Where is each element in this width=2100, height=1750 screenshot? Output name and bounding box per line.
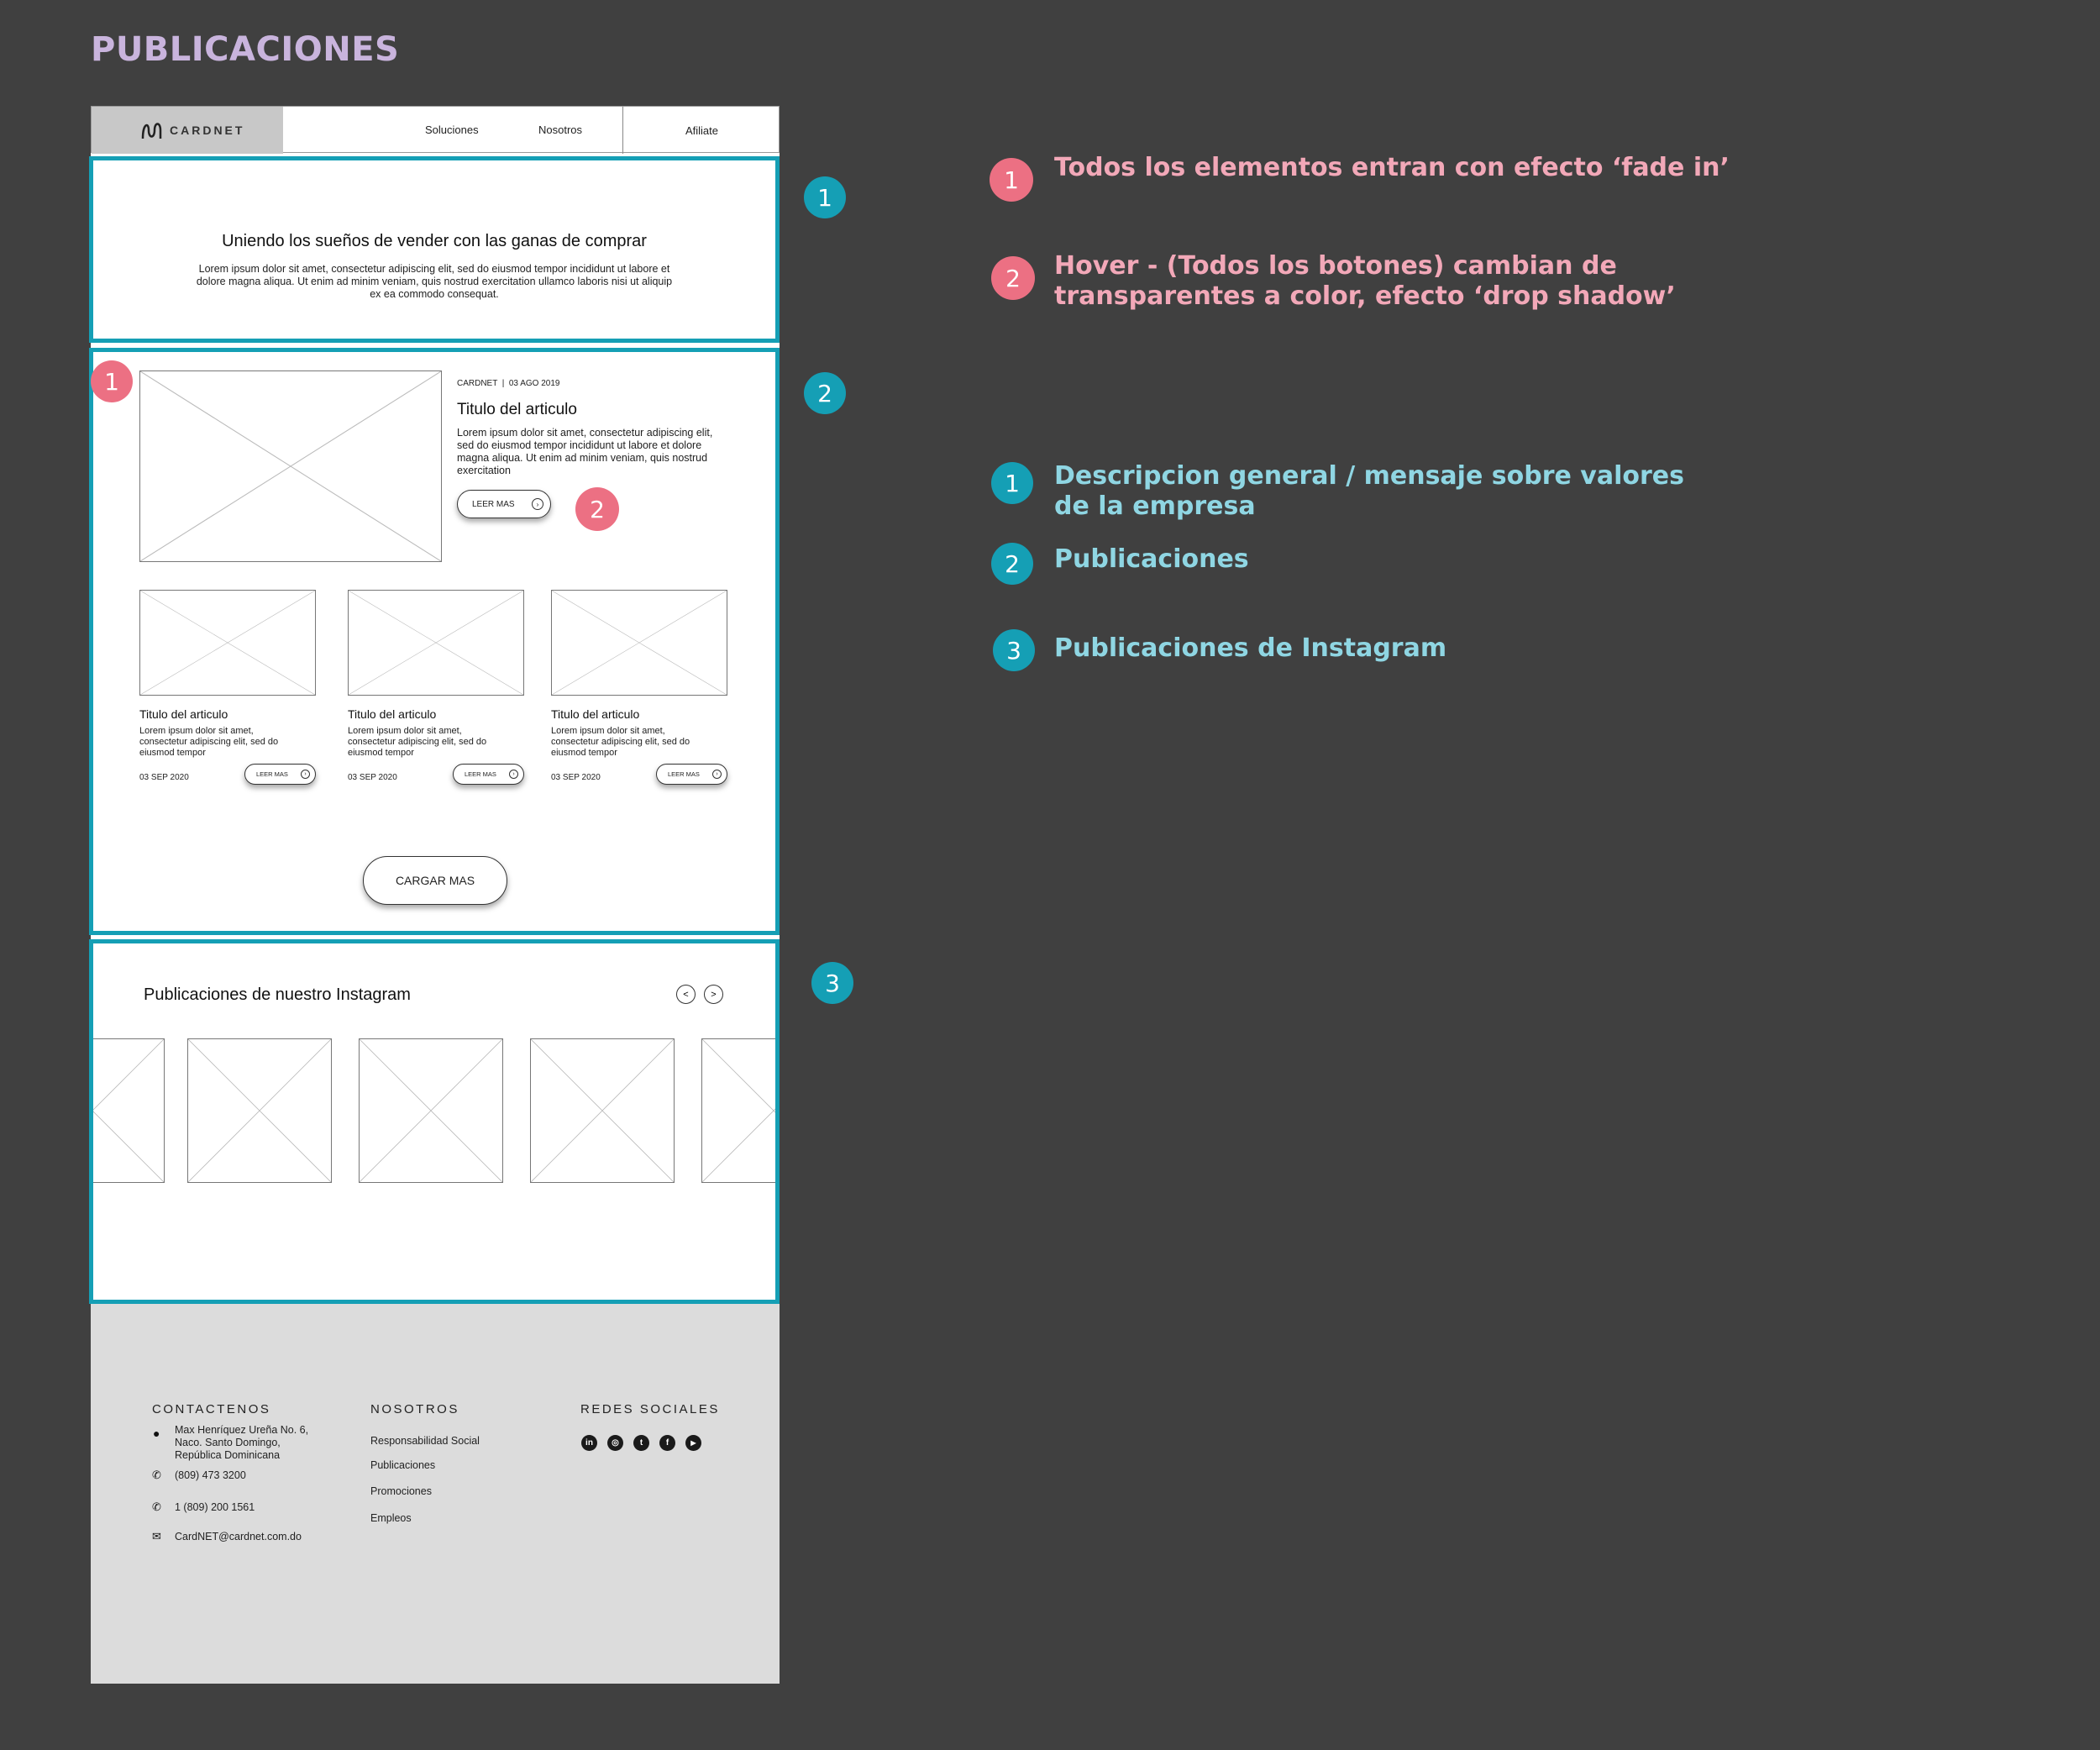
footer-address: Max Henríquez Ureña No. 6, Naco. Santo Domingo, República Dominicana: [175, 1424, 309, 1461]
featured-body: Lorem ipsum dolor sit amet, consectetur adipiscing elit, sed do eiusmod tempor incididunt ut labore et dolore magna aliqua. Ut enim ad minim veniam, quis nostrud exercitation: [457, 427, 713, 476]
nav-soluciones[interactable]: Soluciones: [425, 123, 479, 136]
article-title: Titulo del articulo: [139, 707, 228, 721]
legend-pink-badge-2: 2: [991, 256, 1035, 300]
arrow-right-icon: ›: [301, 770, 310, 779]
featured-title: Titulo del articulo: [457, 401, 577, 418]
footer-link-responsabilidad[interactable]: Responsabilidad Social: [370, 1435, 480, 1447]
section-marker-3: 3: [811, 962, 853, 1004]
hero-title: Uniendo los sueños de vender con las ganas de comprar: [222, 232, 647, 250]
hero-section: [89, 156, 780, 343]
instagram-post-placeholder[interactable]: [530, 1038, 675, 1183]
phone-icon: ✆: [152, 1469, 161, 1481]
footer-link-empleos[interactable]: Empleos: [370, 1512, 412, 1524]
article-title: Titulo del articulo: [551, 707, 640, 721]
instagram-section: [89, 939, 780, 1304]
legend-note-descripcion: Descripcion general / mensaje sobre valores de la empresa: [1054, 461, 1684, 521]
footer-contact-heading: CONTACTENOS: [152, 1402, 271, 1416]
twitter-icon[interactable]: t: [633, 1435, 649, 1451]
article-card: [139, 590, 316, 791]
article-date: 03 SEP 2020: [139, 773, 189, 782]
section-marker-1: 1: [804, 176, 846, 218]
article-date: 03 SEP 2020: [348, 773, 397, 782]
load-more-button[interactable]: CARGAR MAS: [363, 856, 507, 905]
instagram-post-placeholder[interactable]: [187, 1038, 332, 1183]
linkedin-icon[interactable]: in: [581, 1435, 597, 1451]
email-icon: ✉: [152, 1530, 161, 1542]
instagram-post-placeholder[interactable]: [359, 1038, 503, 1183]
facebook-icon[interactable]: f: [659, 1435, 675, 1451]
site-header: [91, 106, 780, 153]
arrow-right-icon: ›: [532, 498, 543, 510]
youtube-icon[interactable]: ▶: [685, 1435, 701, 1451]
location-pin-icon: ●: [153, 1427, 160, 1440]
article-body: Lorem ipsum dolor sit amet, consectetur adipiscing elit, sed do eiusmod tempor: [348, 726, 487, 758]
cardnet-logo-icon: [140, 118, 165, 142]
button-label: LEER MAS: [256, 770, 288, 778]
article-image-placeholder: [348, 590, 524, 696]
footer-email[interactable]: CardNET@cardnet.com.do: [175, 1531, 302, 1542]
afiliate-button[interactable]: Afiliate: [622, 107, 780, 154]
article-image-placeholder: [139, 590, 316, 696]
legend-teal-badge-3: 3: [993, 629, 1035, 671]
article-card: [551, 590, 727, 791]
nav-nosotros[interactable]: Nosotros: [538, 123, 583, 136]
footer-phone-1[interactable]: (809) 473 3200: [175, 1469, 246, 1481]
featured-read-more-button[interactable]: [457, 490, 551, 518]
featured-meta: CARDNET | 03 AGO 2019: [457, 379, 560, 388]
arrow-right-icon: ›: [712, 770, 722, 779]
instagram-icon[interactable]: ◎: [607, 1435, 623, 1451]
read-more-button[interactable]: [656, 764, 727, 785]
footer-link-publicaciones[interactable]: Publicaciones: [370, 1459, 436, 1471]
article-title: Titulo del articulo: [348, 707, 437, 721]
instagram-post-placeholder[interactable]: [89, 1038, 165, 1183]
read-more-button[interactable]: [244, 764, 316, 785]
footer-phone-2[interactable]: 1 (809) 200 1561: [175, 1501, 255, 1513]
article-body: Lorem ipsum dolor sit amet, consectetur adipiscing elit, sed do eiusmod tempor: [551, 726, 690, 758]
button-label: LEER MAS: [472, 499, 515, 509]
hero-body: Lorem ipsum dolor sit amet, consectetur adipiscing elit, sed do eiusmod tempor incididunt ut labore et dolore magna aliqua. Ut enim ad minim veniam, quis nostrud exercitation ullamco laboris nisi ut aliquip ex ea commodo consequat.: [196, 263, 673, 300]
legend-note-hover: Hover - (Todos los botones) cambian de transparentes a color, efecto ‘drop shadow’: [1054, 251, 1676, 311]
instagram-title: Publicaciones de nuestro Instagram: [144, 985, 411, 1004]
legend-note-publicaciones: Publicaciones: [1054, 544, 1249, 574]
legend-note-instagram: Publicaciones de Instagram: [1054, 633, 1447, 663]
wireframe-mockup: [91, 106, 780, 1684]
phone-icon: ✆: [152, 1500, 161, 1513]
logo-text: CARDNET: [170, 123, 245, 137]
legend-pink-badge-1: 1: [990, 158, 1033, 202]
article-card: [348, 590, 524, 791]
legend-note-fade-in: Todos los elementos entran con efecto ‘fade in’: [1054, 153, 1730, 182]
button-label: LEER MAS: [668, 770, 700, 778]
article-image-placeholder: [551, 590, 727, 696]
legend-teal-badge-2: 2: [991, 543, 1033, 585]
logo[interactable]: [92, 107, 283, 154]
carousel-prev-button[interactable]: <: [676, 985, 696, 1004]
footer-about-heading: NOSOTROS: [370, 1402, 459, 1416]
publications-section: [89, 348, 780, 935]
arrow-right-icon: ›: [509, 770, 518, 779]
featured-image-placeholder: [139, 370, 442, 562]
footer-social-heading: REDES SOCIALES: [580, 1402, 720, 1416]
carousel-next-button[interactable]: >: [704, 985, 723, 1004]
site-footer: [91, 1304, 780, 1684]
button-label: LEER MAS: [465, 770, 496, 778]
article-date: 03 SEP 2020: [551, 773, 601, 782]
page-title: PUBLICACIONES: [91, 30, 400, 69]
article-body: Lorem ipsum dolor sit amet, consectetur adipiscing elit, sed do eiusmod tempor: [139, 726, 279, 758]
section-marker-2: 2: [804, 372, 846, 414]
legend-teal-badge-1: 1: [991, 462, 1033, 504]
read-more-button[interactable]: [453, 764, 524, 785]
footer-link-promociones[interactable]: Promociones: [370, 1485, 432, 1497]
instagram-post-placeholder[interactable]: [701, 1038, 780, 1183]
annotation-marker-hover: 2: [575, 487, 619, 531]
annotation-marker-fade-in: 1: [91, 360, 133, 402]
